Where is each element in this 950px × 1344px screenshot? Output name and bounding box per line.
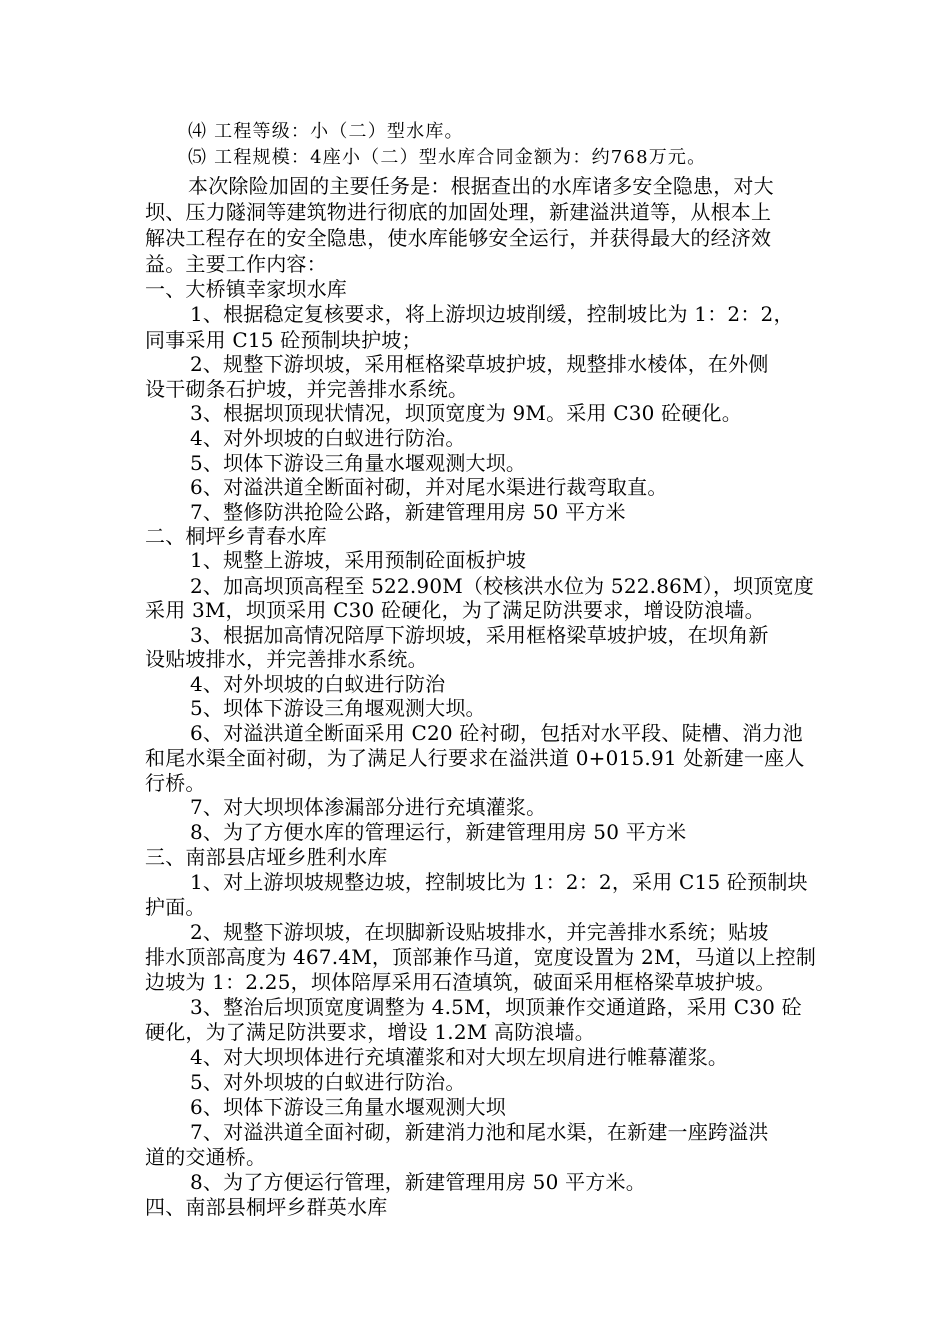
text-line: 5、坝体下游设三角量水堰观测大坝。 <box>190 451 527 475</box>
text-line: 5、对外坝坡的白蚁进行防治。 <box>190 1070 466 1094</box>
text-line: 采用 3M，坝顶采用 C30 砼硬化，为了满足防洪要求，增设防浪墙。 <box>145 598 765 622</box>
text-line: 2、规整下游坝坡，采用框格梁草坡护坡，规整排水棱体，在外侧 <box>190 352 769 376</box>
text-line: 和尾水渠全面衬砌，为了满足人行要求在溢洪道 0+015.91 处新建一座人 <box>145 746 805 770</box>
text-line: 边坡为 1：2.25，坝体陪厚采用石渣填筑，破面采用框格梁草坡护坡。 <box>145 970 776 994</box>
text-line: 4、对大坝坝体进行充填灌浆和对大坝左坝肩进行帷幕灌浆。 <box>190 1045 729 1069</box>
section-heading: 三、南部县店垭乡胜利水库 <box>145 845 388 869</box>
text-line: 7、整修防洪抢险公路，新建管理用房 50 平方米 <box>190 500 626 524</box>
text-line: ⑷ 工程等级：小（二）型水库。 <box>188 121 464 142</box>
text-line: 同事采用 C15 砼预制块护坡； <box>145 328 422 352</box>
text-line: 8、为了方便运行管理，新建管理用房 50 平方米。 <box>190 1170 646 1194</box>
text-line: 1、规整上游坡，采用预制砼面板护坡 <box>190 548 527 572</box>
text-line: 2、规整下游坝坡，在坝脚新设贴坡排水，并完善排水系统；贴坡 <box>190 920 769 944</box>
text-line: 6、坝体下游设三角量水堰观测大坝 <box>190 1095 506 1119</box>
text-line: 3、整治后坝顶宽度调整为 4.5M，坝顶兼作交通道路，采用 C30 砼 <box>190 995 802 1019</box>
section-heading: 四、南部县桐坪乡群英水库 <box>145 1195 388 1219</box>
text-line: 3、根据加高情况陪厚下游坝坡，采用框格梁草坡护坡，在坝角新 <box>190 623 769 647</box>
text-line: 护面。 <box>145 895 206 919</box>
text-line: 5、坝体下游设三角堰观测大坝。 <box>190 696 486 720</box>
text-line: ⑸ 工程规模：4座小（二）型水库合同金额为：约768万元。 <box>188 147 707 168</box>
section-heading: 一、大桥镇幸家坝水库 <box>145 277 347 301</box>
text-line: 7、对溢洪道全面衬砌，新建消力池和尾水渠，在新建一座跨溢洪 <box>190 1120 769 1144</box>
text-line: 8、为了方便水库的管理运行，新建管理用房 50 平方米 <box>190 820 687 844</box>
text-line: 4、对外坝坡的白蚁进行防治 <box>190 672 446 696</box>
text-line: 1、对上游坝坡规整边坡，控制坡比为 1：2：2，采用 C15 砼预制块 <box>190 870 808 894</box>
text-line: 4、对外坝坡的白蚁进行防治。 <box>190 426 466 450</box>
text-line: 6、对溢洪道全断面采用 C20 砼衬砌，包括对水平段、陡槽、消力池 <box>190 721 803 745</box>
text-line: 解决工程存在的安全隐患，使水库能够安全运行，并获得最大的经济效 <box>145 226 772 250</box>
text-line: 设干砌条石护坡，并完善排水系统。 <box>145 377 469 401</box>
text-line: 6、对溢洪道全断面衬砌，并对尾水渠进行裁弯取直。 <box>190 475 668 499</box>
text-line: 3、根据坝顶现状情况，坝顶宽度为 9M。采用 C30 砼硬化。 <box>190 401 742 425</box>
text-line: 坝、压力隧洞等建筑物进行彻底的加固处理，新建溢洪道等，从根本上 <box>145 200 772 224</box>
text-line: 7、对大坝坝体渗漏部分进行充填灌浆。 <box>190 795 547 819</box>
text-line: 2、加高坝顶高程至 522.90M（校核洪水位为 522.86M），坝顶宽度 <box>190 574 814 598</box>
text-line: 行桥。 <box>145 771 206 795</box>
text-line: 益。主要工作内容： <box>145 252 327 276</box>
text-line: 设贴坡排水，并完善排水系统。 <box>145 647 428 671</box>
text-line: 1、根据稳定复核要求，将上游坝边坡削缓，控制坡比为 1：2：2， <box>190 302 794 326</box>
text-line: 本次除险加固的主要任务是：根据查出的水库诸多安全隐患，对大 <box>188 174 774 198</box>
text-line: 道的交通桥。 <box>145 1145 267 1169</box>
section-heading: 二、桐坪乡青春水库 <box>145 524 327 548</box>
text-line: 排水顶部高度为 467.4M，顶部兼作马道，宽度设置为 2M，马道以上控制 <box>145 945 817 969</box>
text-line: 硬化，为了满足防洪要求，增设 1.2M 高防浪墙。 <box>145 1020 595 1044</box>
